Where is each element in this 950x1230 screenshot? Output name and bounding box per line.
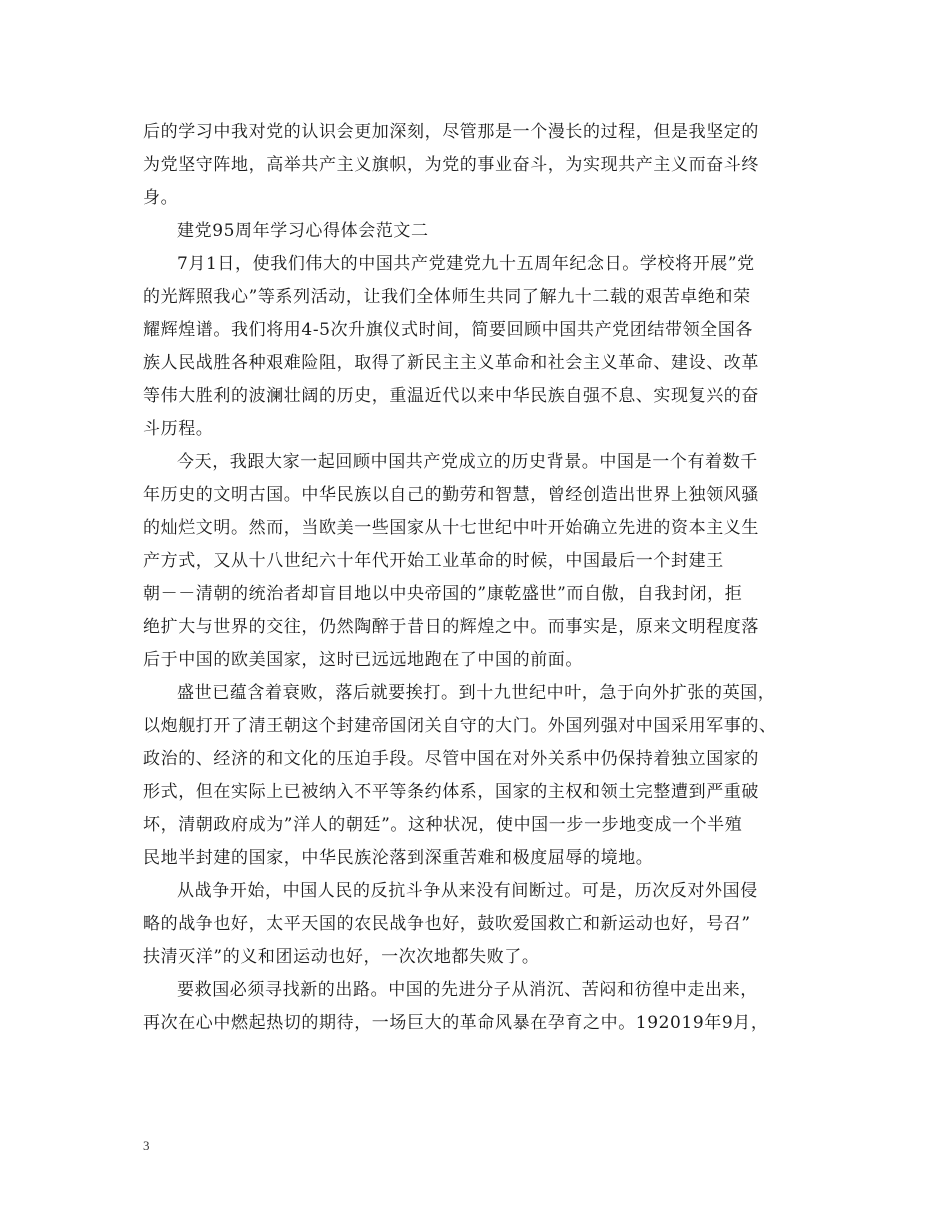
text-line: 等伟大胜利的波澜壮阔的历史，重温近代以来中华民族自强不息、实现复兴的奋 <box>143 386 759 406</box>
text-line: 为党坚守阵地，高举共产主义旗帜，为党的事业奋斗，为实现共产主义而奋斗终 <box>143 155 759 175</box>
text-line: 盛世已蕴含着衰败，落后就要挨打。到十九世纪中叶，急于向外扩张的英国， <box>177 683 776 703</box>
text-line: 朝－－清朝的统治者却盲目地以中央帝国的”康乾盛世”而自傲，自我封闭，拒 <box>143 584 743 604</box>
text-line: 绝扩大与世界的交往，仍然陶醉于昔日的辉煌之中。而事实是，原来文明程度落 <box>143 617 759 637</box>
text-line: 要救国必须寻找新的出路。中国的先进分子从消沉、苦闷和彷徨中走出来， <box>177 980 758 1000</box>
text-line: 政治的、经济的和文化的压迫手段。尽管中国在对外关系中仍保持着独立国家的 <box>143 749 759 769</box>
text-line: 的光辉照我心”等系列活动，让我们全体师生共同了解九十二载的艰苦卓绝和荣 <box>143 287 751 307</box>
text-line: 身。 <box>143 188 179 208</box>
text-line: 形式，但在实际上已被纳入不平等条约体系，国家的主权和领土完整遭到严重破 <box>143 782 759 802</box>
text-line: 年历史的文明古国。中华民族以自己的勤劳和智慧，曾经创造出世界上独领风骚 <box>143 485 759 505</box>
text-line: 从战争开始，中国人民的反抗斗争从来没有间断过。可是，历次反对外国侵 <box>177 881 758 901</box>
text-line: 斗历程。 <box>143 419 214 439</box>
text-line: 产方式，又从十八世纪六十年代开始工业革命的时候，中国最后一个封建王 <box>143 551 724 571</box>
text-line: 后的学习中我对党的认识会更加深刻，尽管那是一个漫长的过程，但是我坚定的 <box>143 122 759 142</box>
text-line: 扶清灭洋”的义和团运动也好，一次次地都失败了。 <box>143 947 540 967</box>
text-line: 族人民战胜各种艰难险阻，取得了新民主主义革命和社会主义革命、建设、改革 <box>143 353 759 373</box>
page-number: 3 <box>143 1138 150 1153</box>
text-line: 再次在心中燃起热切的期待，一场巨大的革命风暴在孕育之中。192019年9月， <box>143 1013 769 1033</box>
text-line: 略的战争也好，太平天国的农民战争也好，鼓吹爱国救亡和新运动也好，号召” <box>143 914 751 934</box>
text-line: 耀辉煌谱。我们将用4-5次升旗仪式时间，简要回顾中国共产党团结带领全国各 <box>143 320 753 340</box>
body-text <box>143 116 813 1040</box>
text-line: 后于中国的欧美国家，这时已远远地跑在了中国的前面。 <box>143 650 583 670</box>
text-line: 7月1日，使我们伟大的中国共产党建党九十五周年纪念日。学校将开展”党 <box>177 254 755 274</box>
text-line: 建党95周年学习心得体会范文二 <box>177 221 429 241</box>
text-line: 民地半封建的国家，中华民族沦落到深重苦难和极度屈辱的境地。 <box>143 848 654 868</box>
text-line: 以炮舰打开了清王朝这个封建帝国闭关自守的大门。外国列强对中国采用军事的、 <box>143 716 777 736</box>
text-line: 今天，我跟大家一起回顾中国共产党成立的历史背景。中国是一个有着数千 <box>177 452 758 472</box>
text-line: 坏，清朝政府成为”洋人的朝廷”。这种状况，使中国一步一步地变成一个半殖 <box>143 815 743 835</box>
text-line: 的灿烂文明。然而，当欧美一些国家从十七世纪中叶开始确立先进的资本主义生 <box>143 518 759 538</box>
